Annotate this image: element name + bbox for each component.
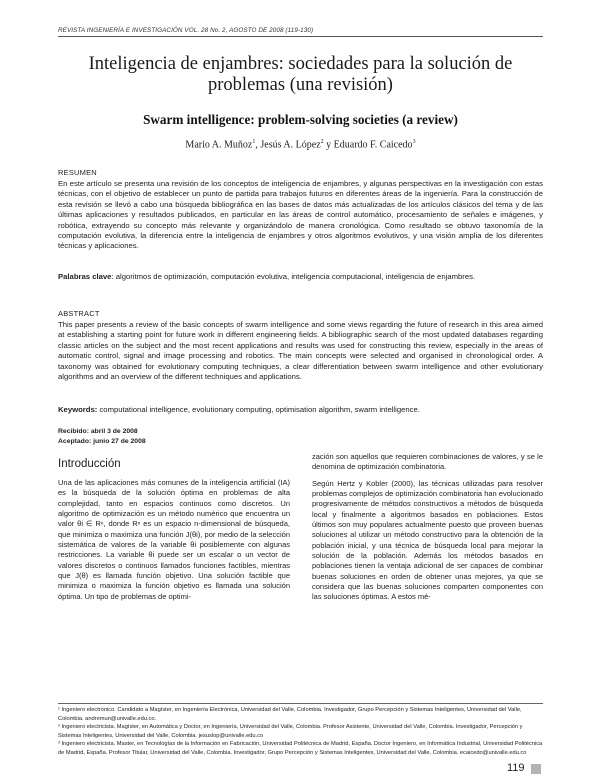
resumen-keywords-text: : algoritmos de optimización, computación evolutiva, inteligencia computacional, inteligencia de enjambres. (111, 272, 476, 281)
author-list (58, 139, 543, 150)
journal-header: REVISTA INGENIERÍA E INVESTIGACIÓN VOL. 28 No. 2, AGOSTO DE 2008 (119-130) (58, 27, 314, 34)
article-dates (58, 427, 146, 447)
resumen-heading: RESUMEN (58, 168, 97, 177)
intro-left-column (58, 478, 290, 608)
page-number: 119 (507, 762, 525, 774)
author-3-mark: 3 (412, 139, 416, 145)
accepted-date: Aceptado: junio 27 de 2008 (58, 438, 146, 445)
abstract-keywords (58, 405, 543, 415)
title-line-2: problemas (una revisión) (208, 75, 393, 95)
footnote-3: ³ Ingeniero electricista. Master, en Tecnologías de la Información en Fabricación, Universidad Politécnica de Madrid, España. Doctor Ingeniero, en Informática Industrial, Universidad Politécnica de Madrid, España. Profesor Titular, Universidad del Valle, Colombia. Investigador, Grupo Percepción y Sistemas Inteligentes, Universidad del Valle, Colombia. ecaicedo@univalle.edu.co (58, 741, 543, 756)
footnote-rule (58, 703, 543, 704)
author-3: y Eduardo F. Caicedo (323, 139, 413, 151)
abstract-keywords-text: computational intelligence, evolutionary computing, optimisation algorithm, swarm intelligence. (97, 405, 420, 414)
author-1: Mario A. Muñoz (185, 139, 253, 151)
header-rule (58, 36, 543, 37)
resumen-keywords (58, 272, 543, 282)
footnote-1: ¹ Ingeniero electrónico. Candidato a Magíster, en Ingeniería Electrónica, Universidad del Valle, Colombia. Investigador, Grupo Percepción y Sistemas Inteligentes, Universidad del Valle, Colombia. andremun@univalle.edu.co. (58, 707, 522, 722)
abstract-keywords-label: Keywords: (58, 405, 98, 414)
author-1-mark: 1 (252, 139, 256, 145)
paper-title-spanish (58, 54, 543, 96)
title-line-1: Inteligencia de enjambres: sociedades para la solución de (88, 54, 513, 74)
received-date: Recibido: abril 3 de 2008 (58, 428, 138, 435)
page-marker (531, 764, 541, 774)
author-2-mark: 2 (320, 139, 324, 145)
paper-title-english: Swarm intelligence: problem-solving societies (a review) (143, 112, 458, 127)
abstract-heading: ABSTRACT (58, 309, 100, 318)
intro-paragraph-3: Según Hertz y Kobler (2000), las técnicas utilizadas para resolver problemas complejos de optimización combinatoria han evolucionado progresivamente de métodos constructivos a métodos de búsqueda local y finalmente a algoritmos basados en poblaciones. Estos últimos son muy populares actualmente puesto que proveen buenas soluciones al utilizar un método constructivo para la obtención de la población inicial, y una técnica de búsqueda local para mejorar la solución de la población. Además los métodos basados en poblaciones tienen la ventaja adicional de ser capaces de combinar buenas soluciones en orden de obtener unas mejores, ya que se considera que las buenas soluciones comparten componentes con las soluciones óptimas. A estos mé- (312, 478, 543, 602)
intro-right-column (312, 452, 543, 609)
abstract-body: This paper presents a review of the basic concepts of swarm intelligence and some views regarding the future of research in this area aimed at establishing a starting point for future work in different engineering fields. A bibliographic search of the most updated databases regarding classic articles on the subject and the most recent applications and results was used for constructing this review, especially in the areas of automatic control, signal and image processing and robotics. The main concepts were selected and organised in chronological order. A taxonomy was obtained for evolutionary computing techniques, a clear differentiation between swarm intelligence and other evolutionary algorithms and an overview of the different techniques and applications. (58, 320, 543, 382)
resumen-body: En este artículo se presenta una revisión de los conceptos de inteligencia de enjambres, y algunas perspectivas en la investigación con estas técnicas, con el objetivo de establecer un punto de partida para trabajos futuros en diferentes áreas de la ingeniería. Para la construcción de esta revisión se llevó a cabo una búsqueda bibliográfica en las bases de datos más actualizadas de los artículos clásicos del tema y de las últimas aplicaciones y resultados publicados, en particular en las áreas de control automático, procesamiento de señales e imágenes, y robótica, extrayendo su concepto más relevante y organizándolo de manera cronológica. Como resultado se obtuvo taxonomía de la computación evolutiva, la diferencia entre la inteligencia de enjambres y otros algoritmos evolutivos, y una visión amplia de los diferentes técnicas y aplicaciones. (58, 179, 543, 251)
intro-heading: Introducción (58, 458, 121, 470)
intro-paragraph-1: Una de las aplicaciones más comunes de la inteligencia artificial (IA) es la búsqueda de la solución óptima en problemas de alta complejidad, tanto en espacios continuos como discretos. Un algoritmo de optimización es un método numérico que encuentra un valor θi ∈ Rⁿ, donde Rⁿ es un espacio n-dimensional de búsqueda, que minimiza o maximiza una función J(θi), por medio de la selección sistemática de valores de la variable θi posiblemente con algunas restricciones. La variable θi puede ser un escalar o un vector de valores discretos o continuos llamados funciones factibles, mientras que J(θ) es llamada función objetivo. Una solución factible que minimiza o maximiza la función objetivo es llamada una solución óptima. Un tipo de problemas de optimi- (58, 478, 290, 601)
resumen-keywords-label: Palabras clave (58, 272, 112, 281)
intro-paragraph-2: zación son aquellos que requieren combinaciones de valores, y se le denomina de optimización combinatoria. (312, 452, 543, 472)
footnote-2: ² Ingeniero electricista. Magíster, en Automática y Doctor, en Ingeniería, Universidad del Valle, Colombia. Profesor Asistente, Universidad del Valle, Colombia. Investigador, Percepción y Sistemas Inteligentes, Universidad del Valle, Colombia. jesuslop@univalle.edu.co (58, 724, 523, 739)
author-2: , Jesús A. López (255, 139, 321, 151)
